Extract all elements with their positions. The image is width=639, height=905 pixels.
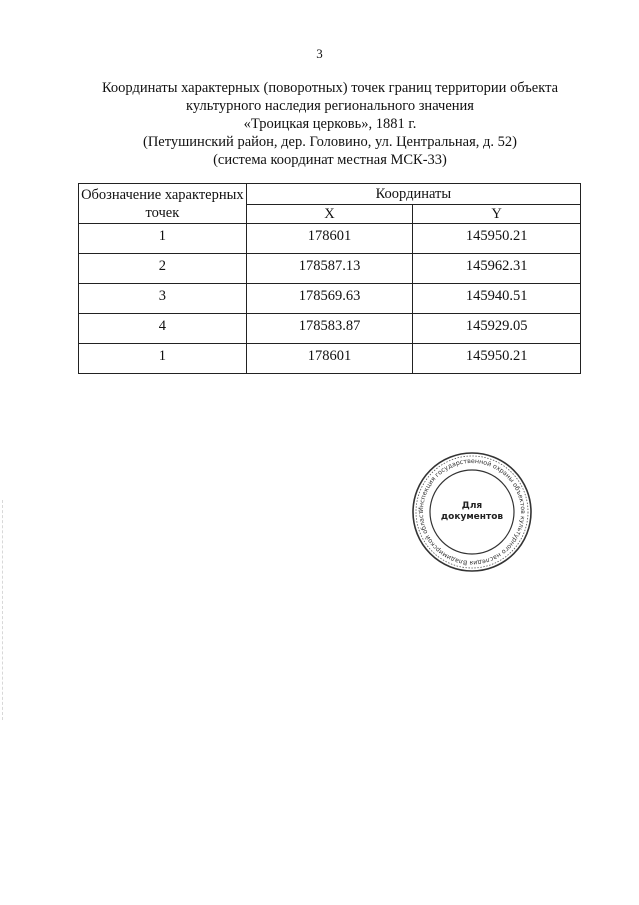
cell-y: 145950.21 bbox=[413, 224, 581, 254]
cell-x: 178601 bbox=[246, 224, 413, 254]
cell-x: 178569.63 bbox=[246, 284, 413, 314]
stamp-ring-text: Инспекция государственной охраны объектов культурного наследия Владимирской област bbox=[417, 457, 527, 567]
stamp-center-text bbox=[411, 451, 533, 573]
document-heading bbox=[60, 79, 600, 169]
scan-margin-marks bbox=[2, 500, 5, 720]
table-row bbox=[79, 254, 581, 284]
cell-point: 1 bbox=[79, 344, 247, 374]
table-row bbox=[79, 284, 581, 314]
stamp-line-1: Для bbox=[461, 501, 483, 511]
header-x: X bbox=[246, 205, 413, 224]
cell-x: 178583.87 bbox=[246, 314, 413, 344]
cell-y: 145929.05 bbox=[413, 314, 581, 344]
table-row bbox=[79, 344, 581, 374]
heading-line-5: (система координат местная МСК-33) bbox=[213, 152, 447, 168]
cell-point: 1 bbox=[79, 224, 247, 254]
page-number: 3 bbox=[316, 46, 323, 61]
cell-x: 178601 bbox=[246, 344, 413, 374]
heading-line-2: культурного наследия регионального значения bbox=[186, 98, 474, 114]
coordinates-table bbox=[78, 183, 581, 374]
cell-x: 178587.13 bbox=[246, 254, 413, 284]
official-stamp bbox=[411, 451, 533, 573]
table-row bbox=[79, 314, 581, 344]
cell-y: 145962.31 bbox=[413, 254, 581, 284]
cell-point: 4 bbox=[79, 314, 247, 344]
cell-point: 2 bbox=[79, 254, 247, 284]
table-row bbox=[79, 224, 581, 254]
heading-line-1: Координаты характерных (поворотных) точек границ территории объекта bbox=[101, 80, 559, 96]
cell-y: 145950.21 bbox=[413, 344, 581, 374]
heading-line-4: (Петушинский район, дер. Головино, ул. Центральная, д. 52) bbox=[143, 134, 517, 150]
cell-y: 145940.51 bbox=[413, 284, 581, 314]
header-coordinates: Координаты bbox=[246, 184, 580, 205]
header-point-designation: Обозначение характерных точек bbox=[79, 184, 247, 224]
heading-line-3: «Троицкая церковь», 1881 г. bbox=[243, 116, 417, 132]
stamp-line-2: документов bbox=[440, 512, 504, 522]
header-y: Y bbox=[413, 205, 581, 224]
cell-point: 3 bbox=[79, 284, 247, 314]
